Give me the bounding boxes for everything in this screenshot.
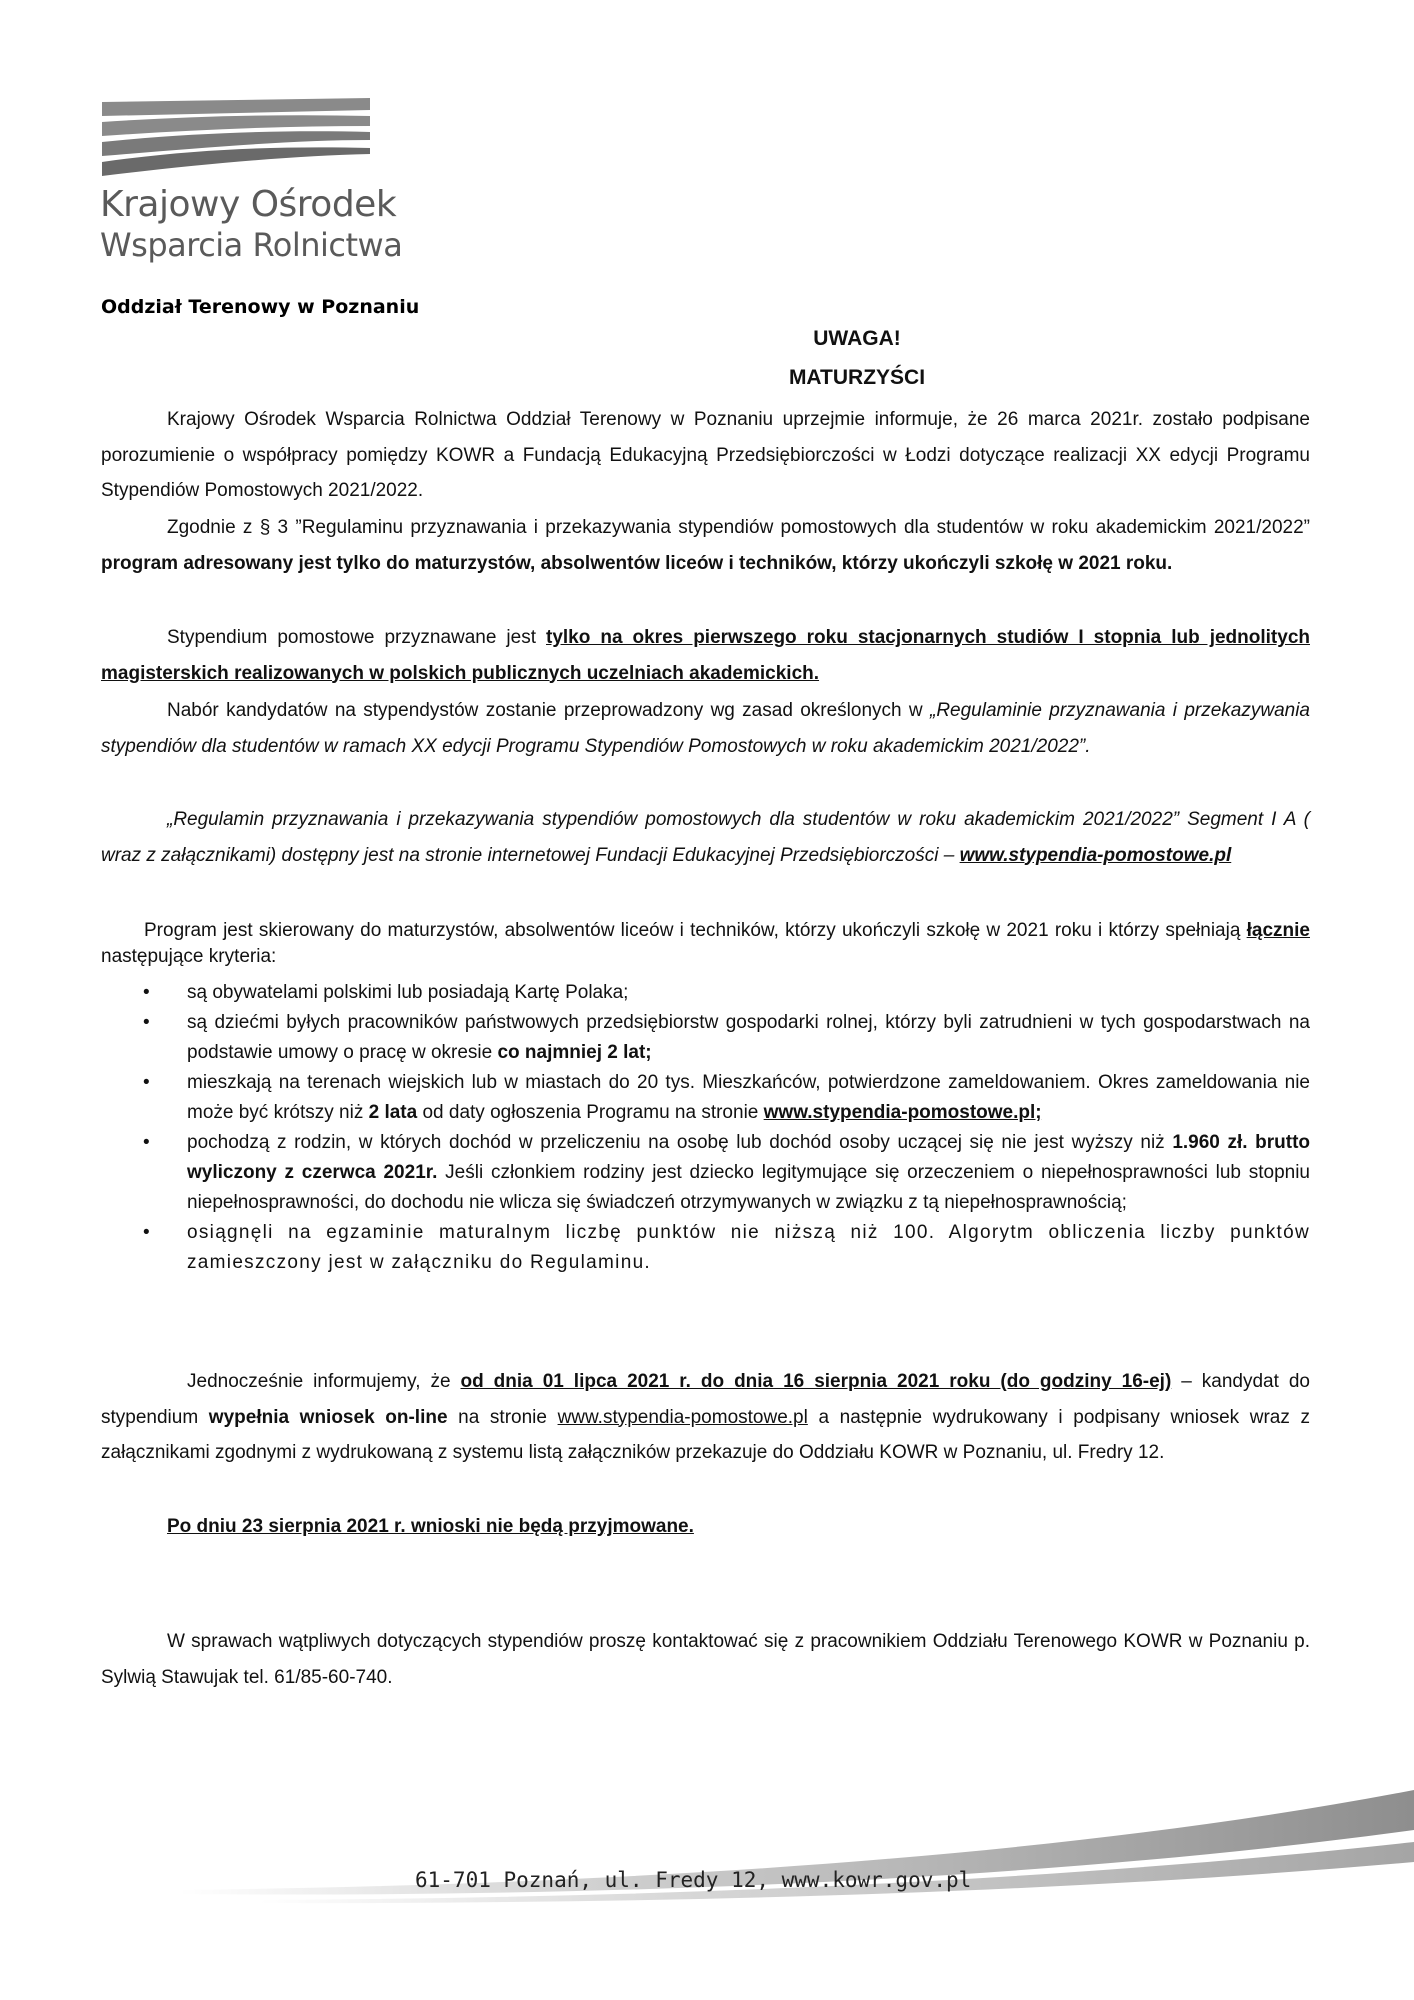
page-title: UWAGA! bbox=[813, 327, 901, 350]
criteria-link[interactable]: www.stypendia-pomostowe.pl; bbox=[763, 1102, 1042, 1123]
paragraph-regulation-availability bbox=[101, 802, 1310, 873]
paragraph-contact: W sprawach wątpliwych dotyczących stypendiów proszę kontaktować się z pracownikiem Oddziału Terenowego KOWR w Poznaniu p. Sylwią Stawujak tel. 61/85-60-740. bbox=[101, 1631, 1310, 1688]
paragraph-criteria-intro bbox=[101, 918, 1310, 970]
kowr-logo bbox=[100, 96, 403, 266]
page-subtitle: MATURZYŚCI bbox=[788, 366, 926, 389]
application-text-2: – kandydat do stypendium bbox=[101, 1371, 1310, 1428]
logo-stripes-icon bbox=[100, 96, 380, 181]
criteria-text-end: Jeśli członkiem rodziny jest dziecko legitymujące się orzeczeniem o niepełnosprawności lub stopniu niepełnosprawności, do dochodu nie wlicza się świadczeń otrzymywanych w związku z tą niepełnosprawnością; bbox=[187, 1162, 1311, 1213]
criteria-text: osiągnęli na egzaminie maturalnym liczbę punktów nie niższą niż 100. Algorytm obliczenia liczby punktów zamieszczony jest w załączniku do Regulaminu. bbox=[187, 1222, 1310, 1273]
criteria-jointly: łącznie bbox=[1246, 920, 1310, 941]
paragraph-agreement: Krajowy Ośrodek Wsparcia Rolnictwa Oddział Terenowy w Poznaniu uprzejmie informuje, że 26 marca 2021r. zostało podpisane porozumienie o współpracy pomiędzy KOWR a Fundacją Edukacyjną Przedsiębiorczości w Łodzi dotyczące realizacji XX edycji Programu Stypendiów Pomostowych 2021/2022. bbox=[101, 409, 1310, 501]
footer-address: 61-701 Poznań, ul. Fredy 12, www.kowr.gov.pl bbox=[415, 1868, 972, 1892]
paragraph-scholarship-period bbox=[101, 620, 1310, 691]
application-link[interactable]: www.stypendia-pomostowe.pl bbox=[557, 1406, 808, 1428]
fundation-link[interactable]: www.stypendia-pomostowe.pl bbox=[959, 844, 1232, 866]
logo-text-line2: Wsparcia Rolnictwa bbox=[100, 226, 403, 264]
period-text: Stypendium pomostowe przyznawane jest bbox=[167, 627, 536, 648]
criteria-list bbox=[101, 978, 1310, 1278]
criteria-text: są dziećmi byłych pracowników państwowych przedsiębiorstw gospodarki rolnej, którzy byli zatrudnieni w tych gospodarstwach na podstawie umowy o pracę w okresie bbox=[187, 1012, 1310, 1063]
application-text-3: na stronie bbox=[458, 1406, 547, 1428]
list-item: • pochodzą z rodzin, w których dochód w przeliczeniu na osobę lub dochód osoby uczącej się nie jest wyższy niż 1.960 zł. brutto wyliczony z czerwca 2021r. Jeśli członkiem rodziny jest dziecko legitymujące się orzeczeniem o niepełnosprawności lub stopniu niepełnosprawności, do dochodu nie wlicza się świadczeń otrzymywanych w związku z tą niepełnosprawnością; bbox=[143, 1132, 1311, 1213]
criteria-emphasis: co najmniej 2 lat; bbox=[497, 1042, 652, 1063]
paragraph-deadline bbox=[101, 1509, 1310, 1545]
regulation-emphasis: program adresowany jest tylko do maturzystów, absolwentów liceów i techników, którzy ukończyli szkołę w 2021 roku. bbox=[101, 552, 1173, 574]
availability-text: „Regulamin przyznawania i przekazywania stypendiów pomostowych dla studentów w roku akademickim 2021/2022” Segment I A ( wraz z załącznikami) dostępny jest na stronie internetowej Fundacji Edukacyjnej Przedsiębiorczości – bbox=[101, 809, 1310, 866]
criteria-text: są obywatelami polskimi lub posiadają Kartę Polaka; bbox=[187, 982, 629, 1003]
application-online: wypełnia wniosek on-line bbox=[208, 1406, 448, 1428]
list-item: • są obywatelami polskimi lub posiadają Kartę Polaka; bbox=[143, 982, 629, 1003]
list-item: • osiągnęli na egzaminie maturalnym liczbę punktów nie niższą niż 100. Algorytm obliczenia liczby punktów zamieszczony jest w załączniku do Regulaminu. bbox=[143, 1222, 1310, 1273]
recruitment-regulation-title: „Regulaminie przyznawania i przekazywania stypendiów dla studentów w ramach XX edycji Programu Stypendiów Pomostowych w roku akademickim 2021/2022”. bbox=[101, 700, 1310, 757]
criteria-text: mieszkają na terenach wiejskich lub w miastach do 20 tys. Mieszkańców, potwierdzone zameldowaniem. Okres zameldowania nie może być krótszy niż bbox=[187, 1072, 1310, 1123]
criteria-text-end: od daty ogłoszenia Programu na stronie bbox=[422, 1102, 759, 1123]
deadline-text: Po dniu 23 sierpnia 2021 r. wnioski nie będą przyjmowane. bbox=[167, 1516, 694, 1537]
criteria-emphasis: 2 lata bbox=[368, 1102, 418, 1123]
paragraph-application-period bbox=[101, 1364, 1310, 1471]
recruitment-text: Nabór kandydatów na stypendystów zostanie przeprowadzony wg zasad określonych w bbox=[167, 700, 923, 721]
list-item: • mieszkają na terenach wiejskich lub w miastach do 20 tys. Mieszkańców, potwierdzone zameldowaniem. Okres zameldowania nie może być krótszy niż 2 lata od daty ogłoszenia Programu na stronie www.stypendia-pomostowe.pl; bbox=[143, 1072, 1310, 1123]
criteria-intro-text: Program jest skierowany do maturzystów, absolwentów liceów i techników, którzy ukończyli szkołę w 2021 roku i którzy spełniają bbox=[144, 920, 1241, 941]
criteria-text: pochodzą z rodzin, w których dochód w przeliczeniu na osobę lub dochód osoby uczącej się nie jest wyższy niż bbox=[187, 1132, 1165, 1153]
criteria-intro-end: następujące kryteria: bbox=[101, 946, 277, 967]
list-item: • są dziećmi byłych pracowników państwowych przedsiębiorstw gospodarki rolnej, którzy byli zatrudnieni w tych gospodarstwach na podstawie umowy o pracę w okresie co najmniej 2 lat; bbox=[143, 1012, 1310, 1063]
logo-text-line1: Krajowy Ośrodek bbox=[100, 184, 397, 225]
paragraph-regulation bbox=[101, 510, 1310, 581]
paragraph-recruitment bbox=[101, 693, 1310, 764]
branch-name: Oddział Terenowy w Poznaniu bbox=[101, 296, 420, 318]
criteria-emphasis: 1.960 zł. brutto wyliczony z czerwca 2021r. bbox=[187, 1132, 1311, 1183]
application-dates: od dnia 01 lipca 2021 r. do dnia 16 sierpnia 2021 roku (do godziny 16-ej) bbox=[460, 1371, 1172, 1392]
application-text-4: a następnie wydrukowany i podpisany wniosek wraz z załącznikami zgodnymi z wydrukowaną z systemu listą załączników przekazuje do Oddziału KOWR w Poznaniu, ul. Fredry 12. bbox=[101, 1406, 1310, 1463]
application-text: Jednocześnie informujemy, że bbox=[187, 1371, 451, 1392]
regulation-text: Zgodnie z § 3 ”Regulaminu przyznawania i przekazywania stypendiów pomostowych dla studentów w roku akademickim 2021/2022” bbox=[167, 517, 1310, 538]
footer-wave-icon bbox=[0, 1790, 1414, 1910]
period-emphasis: tylko na okres pierwszego roku stacjonarnych studiów I stopnia lub jednolitych magisterskich realizowanych w polskich publicznych uczelniach akademickich. bbox=[101, 627, 1310, 684]
